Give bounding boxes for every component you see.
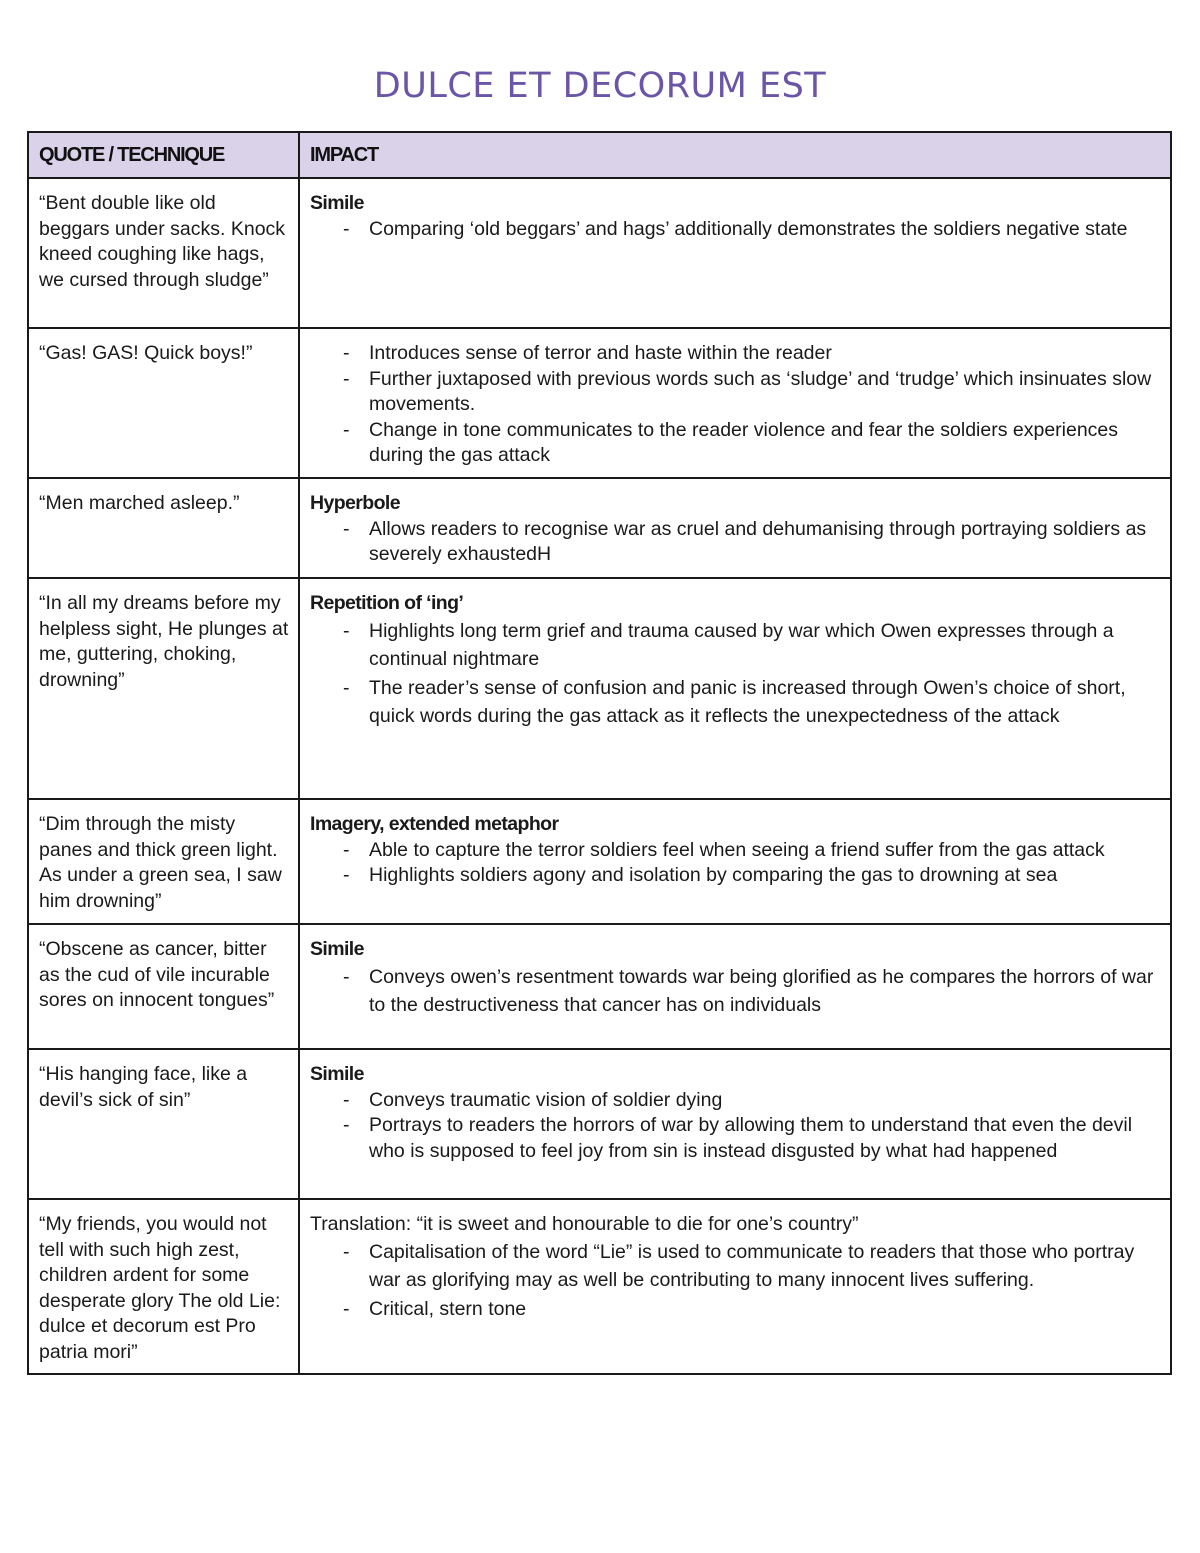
impact-point: - Critical, stern tone (369, 1295, 1162, 1324)
technique-label: Repetition of ‘ing’ (310, 592, 464, 614)
quote-cell: “Gas! GAS! Quick boys!” (28, 328, 299, 478)
impact-cell (299, 924, 1171, 1049)
impact-points (310, 963, 1162, 1020)
impact-cell (299, 578, 1171, 799)
header-impact: IMPACT (299, 132, 1171, 178)
impact-point: - Highlights long term grief and trauma caused by war which Owen expresses through a continual nightmare (369, 617, 1162, 674)
document-title: DULCE ET DECORUM EST (373, 66, 827, 106)
impact-point: - Capitalisation of the word “Lie” is used to communicate to readers that those who portray war as glorifying may as well be contributing to many innocent lives suffering. (369, 1238, 1162, 1295)
impact-point: - Conveys owen’s resentment towards war being glorified as he compares the horrors of war to the destructiveness that cancer has on individuals (369, 963, 1162, 1020)
impact-cell (299, 178, 1171, 328)
analysis-table (27, 131, 1172, 1375)
technique-label: Simile (310, 938, 364, 960)
impact-cell (299, 1049, 1171, 1199)
quote-cell: “In all my dreams before my helpless sight, He plunges at me, guttering, choking, drowning” (28, 578, 299, 799)
translation-text: Translation: “it is sweet and honourable to die for one’s country” (310, 1213, 859, 1235)
impact-point: - Comparing ‘old beggars’ and hags’ additionally demonstrates the soldiers negative state (369, 217, 1162, 243)
table-header-row (28, 132, 1171, 178)
impact-point: - Change in tone communicates to the reader violence and fear the soldiers experiences during the gas attack (369, 418, 1162, 469)
impact-cell (299, 328, 1171, 478)
table-row (28, 478, 1171, 578)
impact-point: - Introduces sense of terror and haste within the reader (369, 341, 1162, 367)
table-row (28, 799, 1171, 924)
impact-points (310, 217, 1162, 243)
quote-cell: “His hanging face, like a devil’s sick of sin” (28, 1049, 299, 1199)
table-row (28, 1049, 1171, 1199)
table-row (28, 328, 1171, 478)
impact-points (310, 1238, 1162, 1324)
impact-points (310, 617, 1162, 731)
table-row (28, 578, 1171, 799)
impact-points (310, 517, 1162, 568)
impact-point: - Portrays to readers the horrors of war by allowing them to understand that even the devil who is supposed to feel joy from sin is instead disgusted by what had happened (369, 1113, 1162, 1164)
impact-point: - Allows readers to recognise war as cruel and dehumanising through portraying soldiers as severely exhaustedH (369, 517, 1162, 568)
table-row (28, 924, 1171, 1049)
quote-cell: “Dim through the misty panes and thick green light. As under a green sea, I saw him drowning” (28, 799, 299, 924)
quote-cell: “Bent double like old beggars under sacks. Knock kneed coughing like hags, we cursed through sludge” (28, 178, 299, 328)
technique-label: Imagery, extended metaphor (310, 813, 559, 835)
impact-cell (299, 1199, 1171, 1374)
impact-point: - Conveys traumatic vision of soldier dying (369, 1088, 1162, 1114)
impact-point: - Further juxtaposed with previous words such as ‘sludge’ and ‘trudge’ which insinuates slow movements. (369, 367, 1162, 418)
impact-points (310, 341, 1162, 469)
technique-label: Simile (310, 1063, 364, 1085)
table-row (28, 1199, 1171, 1374)
impact-point: - The reader’s sense of confusion and panic is increased through Owen’s choice of short, quick words during the gas attack as it reflects the unexpectedness of the attack (369, 674, 1162, 731)
quote-cell: “My friends, you would not tell with such high zest, children ardent for some desperate glory The old Lie: dulce et decorum est Pro patria mori” (28, 1199, 299, 1374)
impact-cell (299, 799, 1171, 924)
impact-points (310, 838, 1162, 889)
impact-point: - Highlights soldiers agony and isolation by comparing the gas to drowning at sea (369, 863, 1162, 889)
header-quote-technique: QUOTE / TECHNIQUE (28, 132, 299, 178)
table-row (28, 178, 1171, 328)
impact-point: - Able to capture the terror soldiers feel when seeing a friend suffer from the gas attack (369, 838, 1162, 864)
technique-label: Simile (310, 192, 364, 214)
impact-points (310, 1088, 1162, 1165)
impact-cell (299, 478, 1171, 578)
quote-cell: “Men marched asleep.” (28, 478, 299, 578)
technique-label: Hyperbole (310, 492, 400, 514)
quote-cell: “Obscene as cancer, bitter as the cud of vile incurable sores on innocent tongues” (28, 924, 299, 1049)
